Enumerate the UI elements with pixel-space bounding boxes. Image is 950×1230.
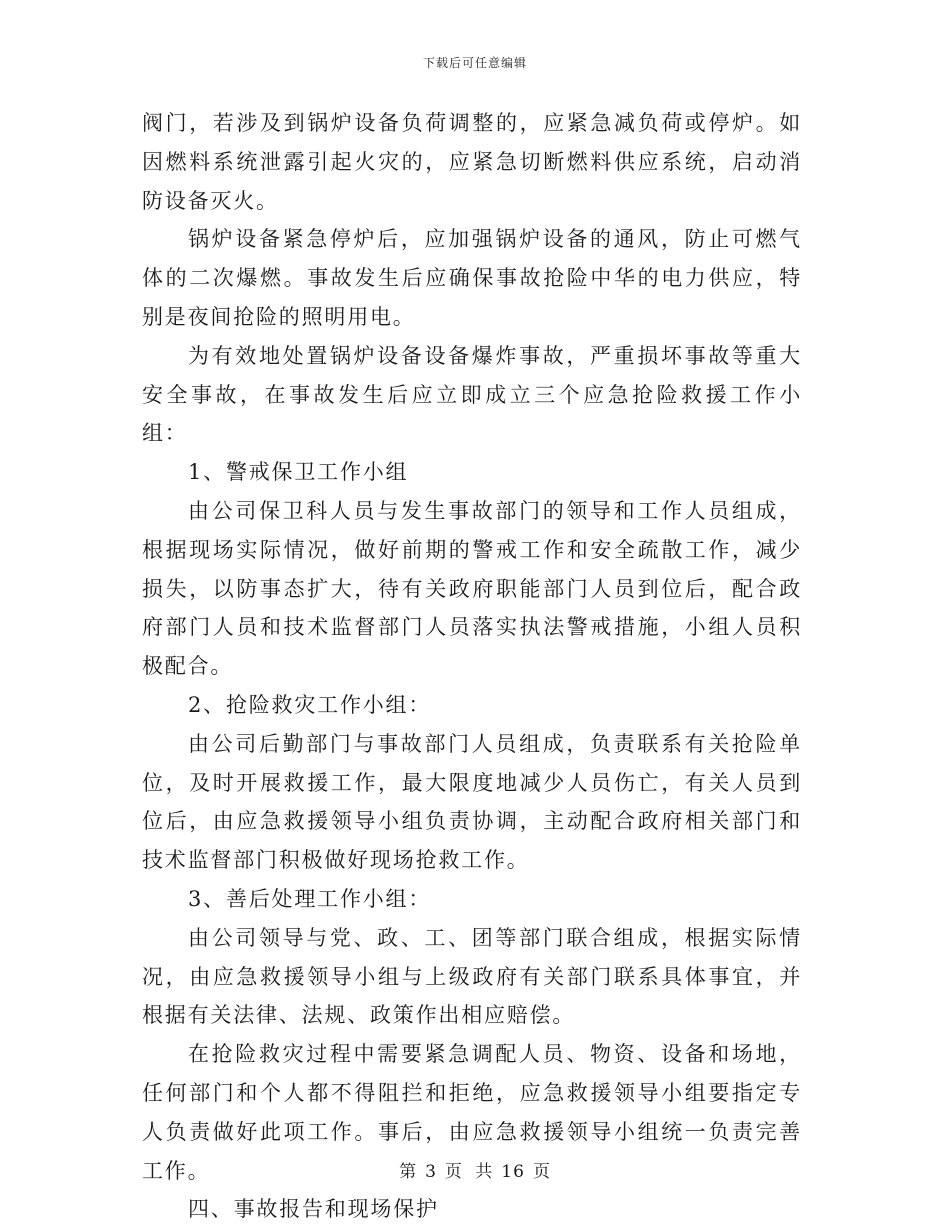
paragraph-1: 阀门，若涉及到锅炉设备负荷调整的，应紧急减负荷或停炉。如因燃料系统泄露引起火灾的，应紧急切断燃料供应系统，启动消防设备灭火。	[142, 111, 802, 213]
footer-middle: 页 共	[444, 1162, 494, 1182]
paragraph-7: 由公司后勤部门与事故部门人员组成，负责联系有关抢险单位，及时开展救援工作，最大限度地减少人员伤亡，有关人员到位后，由应急救援领导小组负责协调，主动配合政府相关部门和技术监督部门积极做好现场抢救工作。	[142, 731, 802, 873]
section-heading-1: 1、警戒保卫工作小组	[188, 460, 409, 485]
paragraph-2: 锅炉设备紧急停炉后，应加强锅炉设备的通风，防止可燃气体的二次爆燃。事故发生后应确保事故抢险中华的电力供应，特别是夜间抢险的照明用电。	[142, 227, 802, 329]
section-heading-4: 四、事故报告和现场保护	[188, 1197, 439, 1222]
paragraph-3: 为有效地处置锅炉设备设备爆炸事故，严重损坏事故等重大安全事故，在事故发生后应立即成立三个应急抢险救援工作小组：	[142, 343, 802, 446]
page-header: 下载后可任意编辑	[422, 56, 527, 70]
document-body	[142, 104, 802, 1229]
footer-total-pages: 16	[501, 1162, 525, 1182]
paragraph-9: 由公司领导与党、政、工、团等部门联合组成，根据实际情况，由应急救援领导小组与上级政府有关部门联系具体事宜，并根据有关法律、法规、政策作出相应赔偿。	[142, 925, 802, 1028]
section-heading-3: 3、善后处理工作小组：	[188, 886, 432, 911]
section-heading-2: 2、抢险救灾工作小组：	[188, 692, 432, 717]
page-footer	[0, 1157, 950, 1182]
paragraph-10: 在抢险救灾过程中需要紧急调配人员、物资、设备和场地，任何部门和个人都不得阻拦和拒绝，应急救援领导小组要指定专人负责做好此项工作。事后，由应急救援领导小组统一负责完善工作。	[142, 1042, 802, 1183]
footer-suffix: 页	[532, 1162, 551, 1182]
footer-current-page: 3	[425, 1162, 437, 1182]
footer-prefix: 第	[399, 1162, 418, 1182]
paragraph-5: 由公司保卫科人员与发生事故部门的领导和工作人员组成，根据现场实际情况，做好前期的警戒工作和安全疏散工作，减少损失，以防事态扩大，待有关政府职能部门人员到位后，配合政府部门人员和技术监督部门人员落实执法警戒措施，小组人员积极配合。	[142, 498, 802, 679]
